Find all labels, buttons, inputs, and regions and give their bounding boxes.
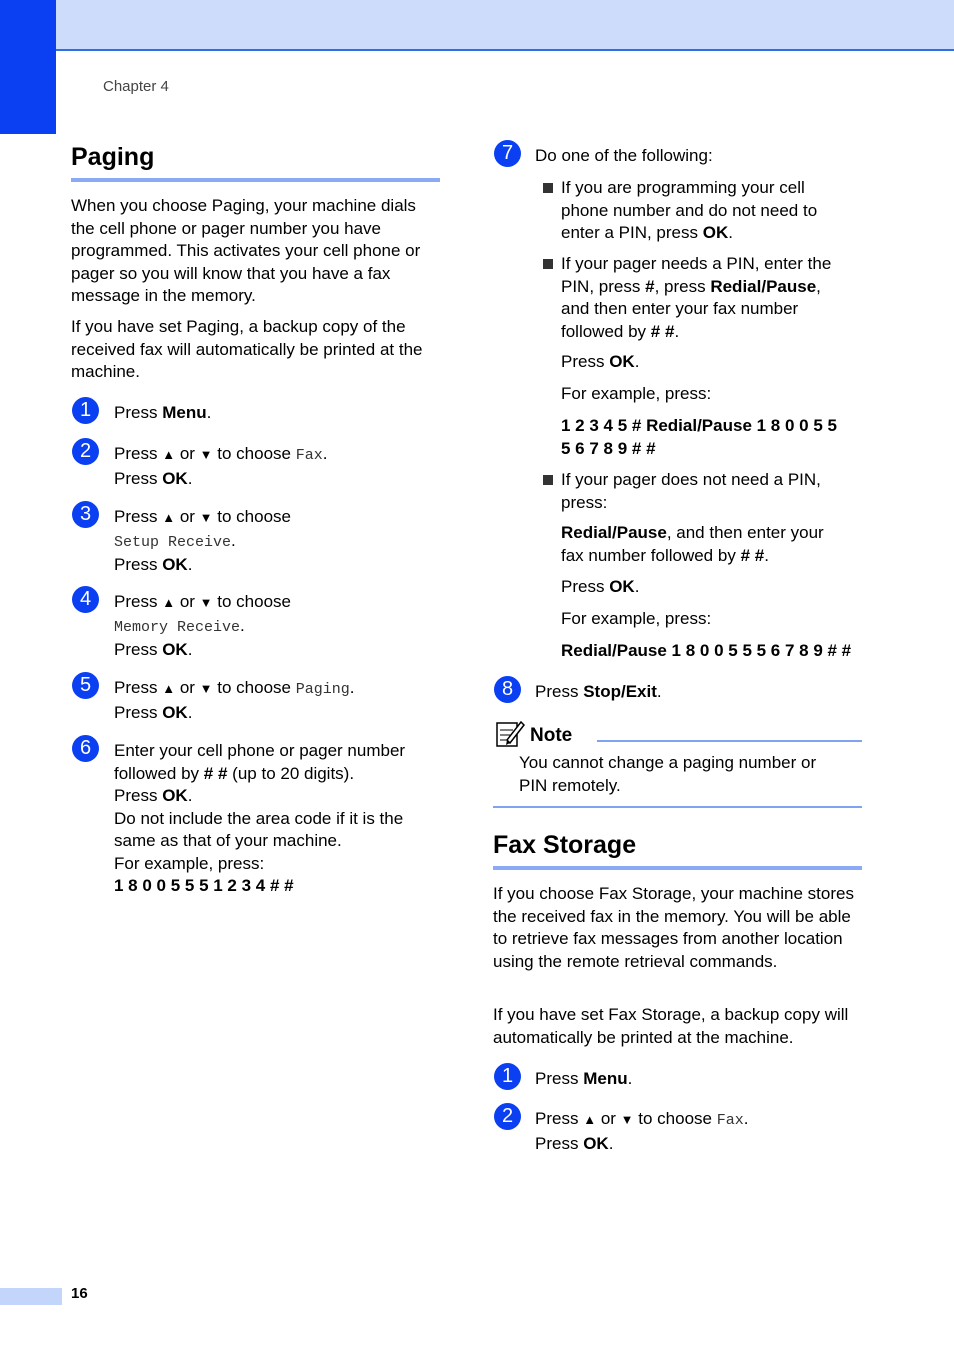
step-7-option-3-press-ok: Press OK. bbox=[561, 577, 640, 596]
down-arrow-icon: ▼ bbox=[199, 681, 213, 696]
step-number-7: 7 bbox=[494, 140, 521, 167]
step-7-option-2-example-label: For example, press: bbox=[561, 384, 712, 403]
step-7-option-3-example: Redial/Pause 1 8 0 0 5 5 5 6 7 8 9 # # bbox=[561, 641, 852, 660]
footer-band bbox=[0, 1288, 62, 1305]
step-7-option-2-press-ok: Press OK. bbox=[561, 352, 640, 371]
step-number-2: 2 bbox=[72, 438, 99, 465]
fax-storage-step-1: Press Menu. bbox=[535, 1069, 633, 1088]
step-2: Press ▲ or ▼ to choose Fax. Press OK. bbox=[114, 444, 328, 488]
up-arrow-icon: ▲ bbox=[162, 510, 176, 525]
note-rule bbox=[597, 740, 862, 742]
paging-intro-2: If you have set Paging, a backup copy of the received fax will automatically be printed at the machine. bbox=[71, 317, 423, 381]
header-band bbox=[0, 0, 954, 51]
bullet-icon bbox=[543, 259, 553, 269]
step-4: Press ▲ or ▼ to choose Memory Receive. Press OK. bbox=[114, 592, 292, 659]
step-1: Press Menu. bbox=[114, 403, 212, 422]
down-arrow-icon: ▼ bbox=[199, 447, 213, 462]
down-arrow-icon: ▼ bbox=[199, 595, 213, 610]
fax-storage-step-number-1: 1 bbox=[494, 1063, 521, 1090]
up-arrow-icon: ▲ bbox=[162, 447, 176, 462]
fax-storage-step-2: Press ▲ or ▼ to choose Fax. Press OK. bbox=[535, 1109, 749, 1153]
step-8: Press Stop/Exit. bbox=[535, 682, 662, 701]
up-arrow-icon: ▲ bbox=[583, 1112, 597, 1127]
step-5: Press ▲ or ▼ to choose Paging. Press OK. bbox=[114, 678, 355, 722]
fax-storage-intro-1: If you choose Fax Storage, your machine stores the received fax in the memory. You will be able to retrieve fax messages from another location using the remote retrieval commands. bbox=[493, 884, 854, 971]
step-number-6: 6 bbox=[72, 735, 99, 762]
chapter-tab bbox=[0, 0, 56, 134]
step-number-1: 1 bbox=[72, 397, 99, 424]
step-7-option-2: If your pager needs a PIN, enter the PIN, press #, press Redial/Pause, and then enter your fax number followed by # #. bbox=[561, 254, 832, 341]
step-3: Press ▲ or ▼ to choose Setup Receive. Press OK. bbox=[114, 507, 292, 574]
step-number-5: 5 bbox=[72, 672, 99, 699]
section-title-fax-storage: Fax Storage bbox=[493, 831, 637, 859]
note-rule bbox=[493, 806, 862, 808]
step-7-option-3-example-label: For example, press: bbox=[561, 609, 712, 628]
step-7-option-1: If you are programming your cell phone number and do not need to enter a PIN, press OK. bbox=[561, 178, 818, 242]
section-title-paging: Paging bbox=[71, 143, 155, 171]
step-6: Enter your cell phone or pager number followed by # # (up to 20 digits). Press OK. Do not include the area code if it is the same as that of your machine. For example, press: 1 8 0 0 5 5 5 1 2 3 4 # # bbox=[114, 741, 406, 895]
step-number-8: 8 bbox=[494, 676, 521, 703]
paging-intro-1: When you choose Paging, your machine dials the cell phone or pager number you have programmed. This activates your cell phone or pager so you will know that you have a fax message in the memory. bbox=[71, 196, 421, 305]
section-rule bbox=[493, 866, 862, 870]
step-7-intro: Do one of the following: bbox=[535, 146, 713, 165]
step-7-option-3-instruction: Redial/Pause, and then enter your fax number followed by # #. bbox=[561, 523, 824, 565]
page-number: 16 bbox=[71, 1285, 88, 1302]
bullet-icon bbox=[543, 475, 553, 485]
step-number-3: 3 bbox=[72, 501, 99, 528]
fax-storage-intro-2: If you have set Fax Storage, a backup copy will automatically be printed at the machine. bbox=[493, 1005, 849, 1047]
up-arrow-icon: ▲ bbox=[162, 681, 176, 696]
step-7-option-3: If your pager does not need a PIN, press: bbox=[561, 470, 821, 512]
down-arrow-icon: ▼ bbox=[620, 1112, 634, 1127]
step-number-4: 4 bbox=[72, 586, 99, 613]
fax-storage-step-number-2: 2 bbox=[494, 1103, 521, 1130]
section-rule bbox=[71, 178, 440, 182]
note-title: Note bbox=[530, 725, 573, 746]
note-pencil-icon bbox=[495, 718, 525, 748]
chapter-label: Chapter 4 bbox=[103, 78, 169, 95]
up-arrow-icon: ▲ bbox=[162, 595, 176, 610]
down-arrow-icon: ▼ bbox=[199, 510, 213, 525]
step-7-option-2-example: 1 2 3 4 5 # Redial/Pause 1 8 0 0 5 5 5 6 7 8 9 # # bbox=[561, 416, 837, 458]
note-text: You cannot change a paging number or PIN remotely. bbox=[519, 753, 817, 795]
bullet-icon bbox=[543, 183, 553, 193]
